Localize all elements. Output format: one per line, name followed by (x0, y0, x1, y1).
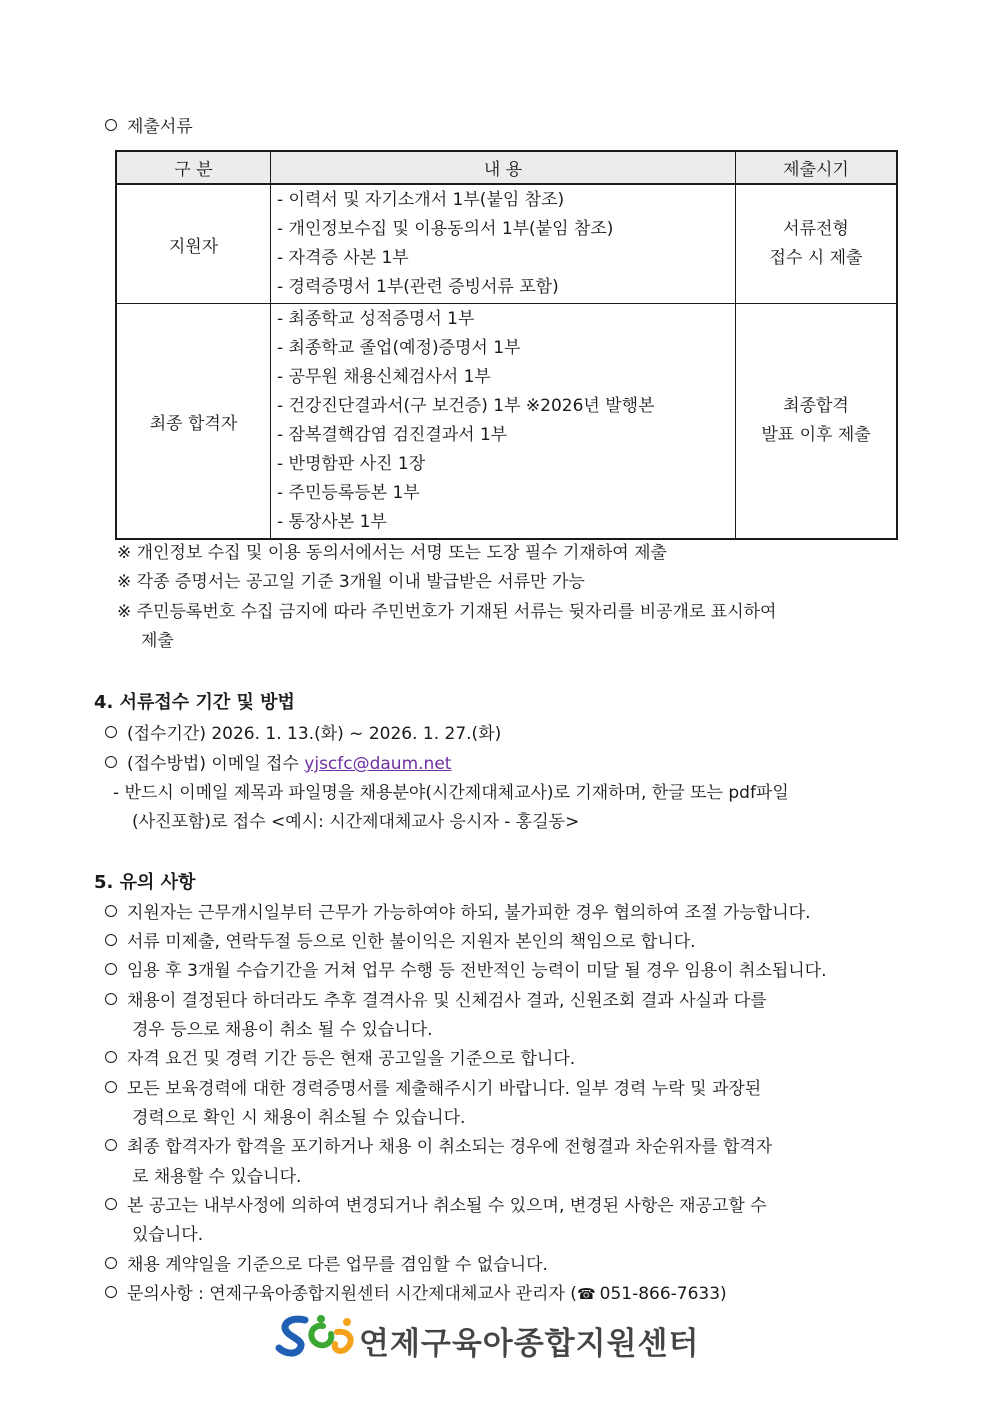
table-row (116, 184, 897, 304)
list-item: - 반명함판 사진 1장 (277, 454, 426, 474)
circle-bullet-icon (105, 1081, 117, 1093)
list-item: - 공무원 채용신체검사서 1부 (277, 367, 491, 387)
notice-item: 모든 보육경력에 대한 경력증명서를 제출해주시기 바랍니다. 일부 경력 누락 및 과장된 (105, 1078, 761, 1100)
note-line: ※ 각종 증명서는 공고일 기준 3개월 이내 발급받은 서류만 가능 (117, 572, 585, 592)
list-item: - 통장사본 1부 (277, 512, 387, 532)
notice-item-contact: 문의사항 : 연제구육아종합지원센터 시간제대체교사 관리자 (☎ 051-866-7633) (105, 1283, 727, 1305)
note-line: ※ 개인정보 수집 및 이용 동의서에서는 서명 또는 도장 필수 기재하여 제출 (117, 543, 667, 563)
header-category: 구 분 (116, 151, 271, 184)
list-item: - 경력증명서 1부(관련 증빙서류 포함) (277, 277, 559, 297)
notice-item: 최종 합격자가 합격을 포기하거나 채용 이 취소되는 경우에 전형결과 차순위자를 합격자 (105, 1136, 772, 1158)
list-item: - 개인정보수집 및 이용동의서 1부(붙임 참조) (277, 219, 614, 239)
section4-detail: (사진포함)로 접수 <예시: 시간제대체교사 응시자 - 홍길동> (132, 812, 580, 832)
row-items (271, 304, 736, 540)
row-timing (736, 184, 898, 304)
row-items (271, 184, 736, 304)
list-item: - 이력서 및 자기소개서 1부(붙임 참조) (277, 190, 565, 210)
circle-bullet-icon (105, 993, 117, 1005)
notice-item-cont: 경우 등으로 채용이 취소 될 수 있습니다. (132, 1020, 433, 1040)
circle-bullet-icon (105, 1198, 117, 1210)
circle-bullet-icon (105, 756, 117, 768)
list-item: - 건강진단결과서(구 보건증) 1부 ※2026년 발행본 (277, 396, 655, 416)
note-line: ※ 주민등록번호 수집 금지에 따라 주민번호가 기재된 서류는 뒷자리를 비공개로 표시하여 (117, 602, 777, 622)
list-item: - 잠복결핵감염 검진결과서 1부 (277, 425, 508, 445)
list-item: - 최종학교 성적증명서 1부 (277, 309, 475, 329)
circle-bullet-icon (105, 934, 117, 946)
circle-bullet-icon (105, 119, 117, 131)
circle-bullet-icon (105, 1257, 117, 1269)
circle-bullet-icon (105, 726, 117, 738)
notice-item: 본 공고는 내부사정에 의하여 변경되거나 취소될 수 있으며, 변경된 사항은 재공고할 수 (105, 1195, 767, 1217)
notice-item-cont: 경력으로 확인 시 채용이 취소될 수 있습니다. (132, 1108, 466, 1128)
circle-bullet-icon (105, 1139, 117, 1151)
timing-line: 최종합격 (783, 396, 849, 416)
row-timing (736, 304, 898, 540)
center-logo-text: 연제구육아종합지원센터 (359, 1326, 700, 1362)
notice-item-cont: 있습니다. (132, 1225, 204, 1245)
submission-table (115, 150, 898, 540)
notice-item: 서류 미제출, 연락두절 등으로 인한 불이익은 지원자 본인의 책임으로 합니다. (105, 931, 696, 953)
section4-heading: 4. 서류접수 기간 및 방법 (94, 692, 295, 713)
phone-icon: ☎ (576, 1285, 596, 1303)
center-logo-mark-icon (275, 1312, 357, 1360)
list-item: - 자격증 사본 1부 (277, 248, 409, 268)
row-category: 지원자 (116, 184, 271, 304)
circle-bullet-icon (105, 1286, 117, 1298)
notice-item: 자격 요건 및 경력 기간 등은 현재 공고일을 기준으로 합니다. (105, 1048, 575, 1070)
circle-bullet-icon (105, 1051, 117, 1063)
list-item: - 최종학교 졸업(예정)증명서 1부 (277, 338, 521, 358)
section5-heading: 5. 유의 사항 (94, 872, 196, 893)
timing-line: 접수 시 제출 (769, 248, 863, 268)
circle-bullet-icon (105, 963, 117, 975)
section4-period: (접수기간) 2026. 1. 13.(화) ~ 2026. 1. 27.(화) (105, 723, 501, 745)
timing-line: 서류전형 (783, 219, 849, 239)
section4-detail: - 반드시 이메일 제목과 파일명을 채용분야(시간제대체교사)로 기재하며, 한글 또는 pdf파일 (113, 783, 789, 803)
header-content: 내 용 (271, 151, 736, 184)
notice-item: 지원자는 근무개시일부터 근무가 가능하여야 하되, 불가피한 경우 협의하여 조절 가능합니다. (105, 902, 810, 924)
notice-item: 채용이 결정된다 하더라도 추후 결격사유 및 신체검사 결과, 신원조회 결과 사실과 다를 (105, 990, 767, 1012)
circle-bullet-icon (105, 905, 117, 917)
timing-line: 발표 이후 제출 (761, 425, 871, 445)
notice-item-cont: 로 채용할 수 있습니다. (132, 1167, 302, 1187)
list-item: - 주민등록등본 1부 (277, 483, 420, 503)
table-row (116, 304, 897, 540)
note-line: 제출 (141, 631, 174, 651)
notice-item: 채용 계약일을 기준으로 다른 업무를 겸임할 수 없습니다. (105, 1254, 548, 1276)
email-link[interactable]: yjscfc@daum.net (304, 754, 452, 774)
table-header-row (116, 151, 897, 184)
section4-method: (접수방법) 이메일 접수 yjscfc@daum.net (105, 753, 451, 775)
center-logo (275, 1312, 715, 1360)
notice-item: 임용 후 3개월 수습기간을 거쳐 업무 수행 등 전반적인 능력이 미달 될 경우 임용이 취소됩니다. (105, 960, 827, 982)
submission-heading: 제출서류 (105, 116, 193, 138)
row-category: 최종 합격자 (116, 304, 271, 540)
header-timing: 제출시기 (736, 151, 898, 184)
